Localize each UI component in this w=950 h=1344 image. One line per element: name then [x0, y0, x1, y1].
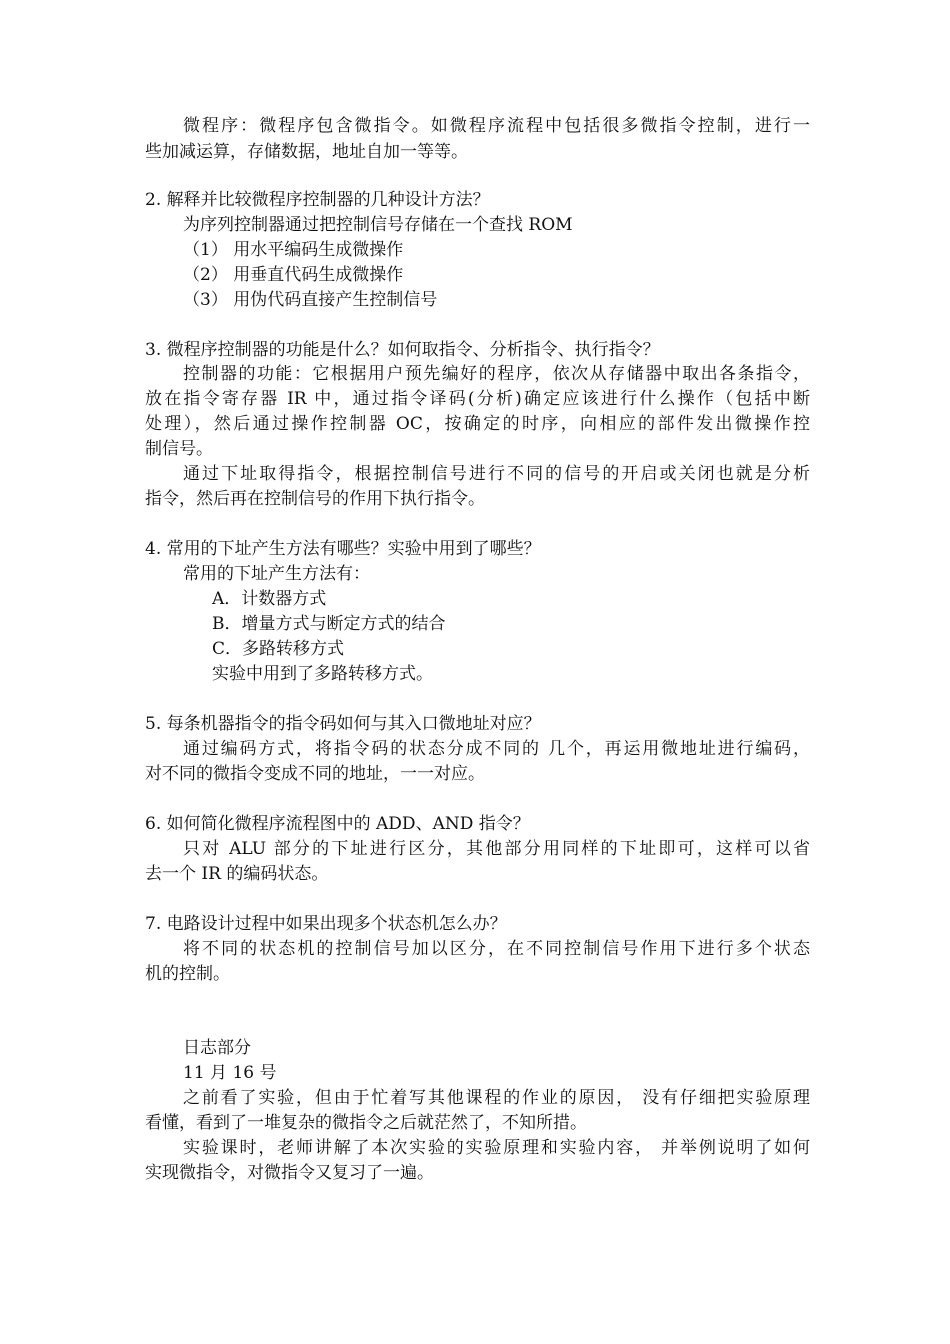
list-item: C．多路转移方式 — [212, 639, 345, 659]
question-3: 3. 微程序控制器的功能是什么？如何取指令、分析指令、执行指令？ — [145, 340, 660, 360]
question-5: 5. 每条机器指令的指令码如何与其入口微地址对应？ — [145, 714, 541, 734]
answer-5-line: 通过编码方式，将指令码的状态分成不同的 几个，再运用微地址进行编码， — [183, 739, 810, 759]
answer-5-line: 对不同的微指令变成不同的地址，一一对应。 — [145, 764, 485, 784]
list-item: （3） 用伪代码直接产生控制信号 — [183, 290, 438, 310]
answer-2: 为序列控制器通过把控制信号存储在一个查找 ROM — [183, 215, 573, 235]
intro-line: 些加减运算，存储数据，地址自加一等等。 — [145, 142, 468, 162]
question-6: 6. 如何简化微程序流程图中的 ADD、AND 指令？ — [145, 814, 530, 834]
log-line: 之前看了实验，但由于忙着写其他课程的作业的原因， 没有仔细把实验原理 — [183, 1088, 810, 1108]
answer-3-line: 控制器的功能：它根据用户预先编好的程序，依次从存储器中取出各条指令， — [183, 364, 810, 384]
intro-line: 微程序：微程序包含微指令。如微程序流程中包括很多微指令控制，进行一 — [183, 116, 810, 136]
list-item: B．增量方式与断定方式的结合 — [212, 614, 446, 634]
answer-7-line: 将不同的状态机的控制信号加以区分，在不同控制信号作用下进行多个状态 — [183, 939, 810, 959]
question-4: 4. 常用的下址产生方法有哪些？实验中用到了哪些？ — [145, 539, 541, 559]
answer-3-line: 指令，然后再在控制信号的作用下执行指令。 — [145, 489, 485, 509]
answer-6-line: 去一个 IR 的编码状态。 — [145, 864, 329, 884]
log-line: 实验课时，老师讲解了本次实验的实验原理和实验内容， 并举例说明了如何 — [183, 1138, 810, 1158]
answer-3-line: 放在指令寄存器 IR 中，通过指令译码(分析)确定应该进行什么操作（包括中断 — [145, 389, 810, 409]
log-heading: 日志部分 — [183, 1038, 251, 1058]
question-7: 7. 电路设计过程中如果出现多个状态机怎么办？ — [145, 914, 507, 934]
answer-4-intro: 常用的下址产生方法有： — [183, 564, 370, 584]
log-line: 实现微指令，对微指令又复习了一遍。 — [145, 1163, 434, 1183]
question-2: 2. 解释并比较微程序控制器的几种设计方法？ — [145, 190, 490, 210]
answer-4-conclusion: 实验中用到了多路转移方式。 — [212, 664, 433, 684]
answer-3-line: 通过下址取得指令，根据控制信号进行不同的信号的开启或关闭也就是分析 — [183, 464, 810, 484]
list-item: A．计数器方式 — [212, 589, 327, 609]
log-date: 11 月 16 号 — [183, 1063, 277, 1083]
answer-7-line: 机的控制。 — [145, 964, 230, 984]
answer-3-line: 处理），然后通过操作控制器 OC，按确定的时序，向相应的部件发出微操作控 — [145, 414, 810, 434]
answer-3-line: 制信号。 — [145, 439, 213, 459]
list-item: （1） 用水平编码生成微操作 — [183, 240, 404, 260]
answer-6-line: 只对 ALU 部分的下址进行区分，其他部分用同样的下址即可，这样可以省 — [183, 839, 810, 859]
log-line: 看懂，看到了一堆复杂的微指令之后就茫然了，不知所措。 — [145, 1113, 587, 1133]
list-item: （2） 用垂直代码生成微操作 — [183, 265, 404, 285]
